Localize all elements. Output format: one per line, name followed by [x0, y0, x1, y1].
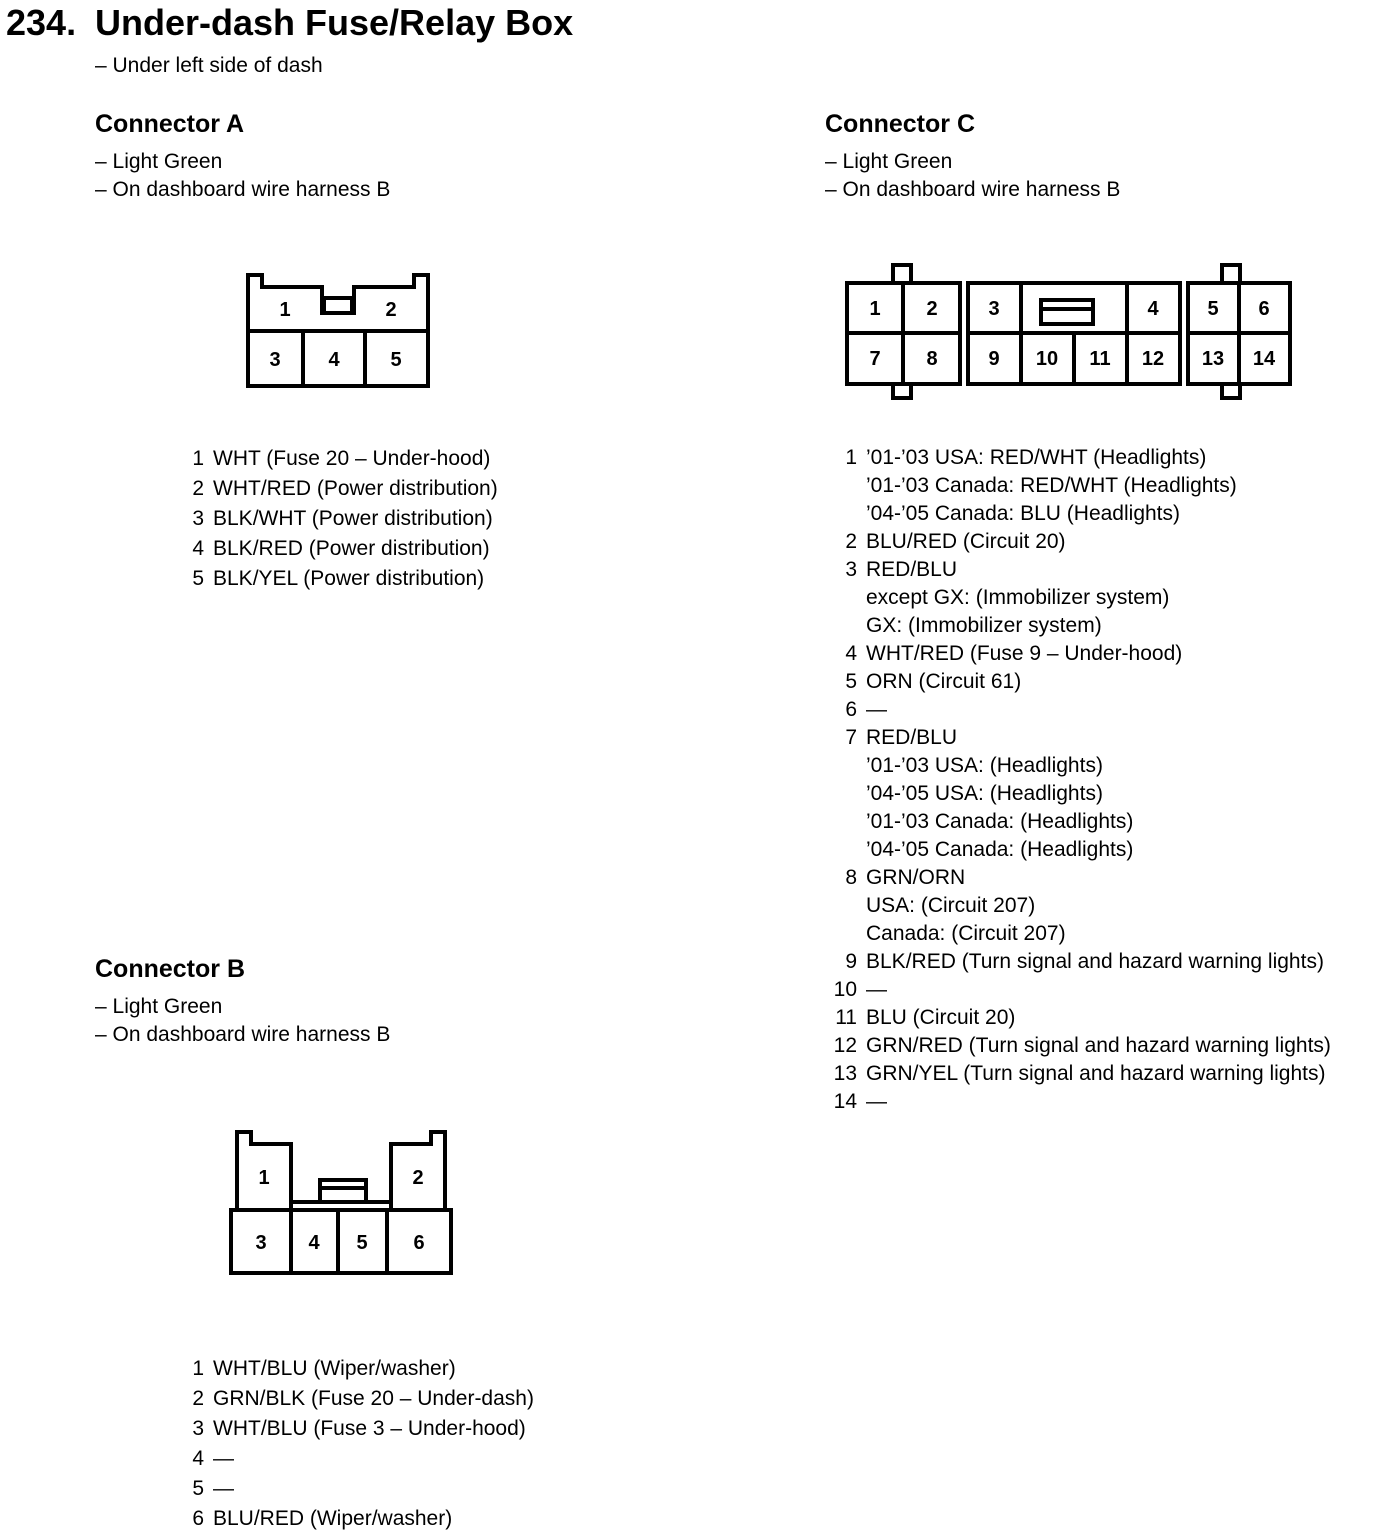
pin-description: GRN/YEL (Turn signal and hazard warning lights)	[866, 1062, 1326, 1085]
pin-cell-number: 2	[412, 1167, 424, 1189]
pin-row	[826, 1032, 1331, 1060]
connector-c-note-harness: – On dashboard wire harness B	[825, 178, 1121, 201]
pin-row	[190, 564, 498, 594]
pin-cell-number: 9	[988, 348, 1000, 370]
section-number: 234.	[6, 2, 77, 43]
pin-cell-number: 6	[413, 1232, 425, 1254]
pin-cell-number: 12	[1141, 348, 1165, 370]
pin-description: BLK/WHT (Power distribution)	[213, 507, 493, 530]
pin-description: WHT/BLU (Wiper/washer)	[213, 1357, 456, 1380]
connector-b-diagram	[228, 1128, 454, 1276]
page-header	[6, 2, 573, 44]
pin-description: WHT/BLU (Fuse 3 – Under-hood)	[213, 1417, 526, 1440]
connector-c-note-color: – Light Green	[825, 150, 953, 173]
pin-cell-number: 5	[1207, 298, 1219, 320]
pin-description: BLK/YEL (Power distribution)	[213, 567, 485, 590]
pin-number: 4	[192, 1447, 204, 1470]
pin-cell-number: 2	[926, 298, 938, 320]
pin-description: ORN (Circuit 61)	[866, 670, 1022, 693]
connector-b-info	[95, 955, 390, 1049]
pin-row	[826, 668, 1331, 696]
pin-description-continued: ’01-’03 USA: (Headlights)	[866, 754, 1103, 777]
pin-cell-number: 6	[1258, 298, 1270, 320]
pin-number: 6	[845, 698, 857, 721]
pin-cell-number: 11	[1089, 348, 1111, 370]
pin-description: —	[866, 1090, 887, 1113]
pin-number: 1	[192, 1357, 204, 1380]
pin-number: 5	[192, 567, 204, 590]
connector-c-heading: Connector C	[825, 110, 975, 138]
pin-number: 7	[845, 726, 857, 749]
pin-description: GRN/ORN	[866, 866, 966, 889]
pin-row	[190, 504, 498, 534]
pin-row	[190, 1384, 534, 1414]
connector-c-diagram	[845, 262, 1292, 400]
pin-number: 2	[192, 477, 204, 500]
pin-row	[190, 1444, 534, 1474]
pin-description: BLU (Circuit 20)	[866, 1006, 1016, 1029]
pin-row	[190, 1474, 534, 1504]
pin-number: 2	[192, 1387, 204, 1410]
pin-row	[190, 444, 498, 474]
pin-description: BLK/RED (Turn signal and hazard warning lights)	[866, 950, 1324, 973]
pin-description-continued: GX: (Immobilizer system)	[866, 614, 1102, 637]
pin-cell-number: 8	[926, 348, 938, 370]
pin-description: —	[213, 1477, 234, 1500]
mount-tab	[893, 265, 911, 283]
pin-number: 3	[192, 1417, 204, 1440]
pin-row	[190, 1354, 534, 1384]
pin-row	[826, 1088, 1331, 1116]
page-title: Under-dash Fuse/Relay Box	[95, 2, 574, 43]
pin-cell-number: 2	[385, 299, 397, 321]
pin-cell-number: 13	[1201, 348, 1225, 370]
pin-number: 13	[833, 1062, 857, 1085]
pin-number: 3	[192, 507, 204, 530]
connector-b-pin-list	[190, 1354, 534, 1534]
pin-cell-number: 1	[258, 1167, 270, 1189]
pin-description-continued: except GX: (Immobilizer system)	[866, 586, 1170, 609]
pin-cell-number: 4	[328, 349, 340, 371]
pin-description: GRN/RED (Turn signal and hazard warning lights)	[866, 1034, 1331, 1057]
pin-number: 9	[845, 950, 857, 973]
latch-tab	[324, 298, 352, 313]
pin-cell-number: 10	[1035, 348, 1059, 370]
pin-cell-number: 4	[308, 1232, 320, 1254]
pin-cell-number: 14	[1252, 348, 1276, 370]
pin-description-continued: ’04-’05 Canada: BLU (Headlights)	[866, 502, 1181, 525]
pin-description: WHT/RED (Power distribution)	[213, 477, 498, 500]
pin-cell-number: 3	[988, 298, 1000, 320]
connector-c-pin-list	[826, 444, 1331, 1116]
pin-description: —	[866, 978, 887, 1001]
pin-number: 6	[192, 1507, 204, 1530]
pin-description: ’01-’03 USA: RED/WHT (Headlights)	[866, 446, 1207, 469]
pin-number: 4	[845, 642, 857, 665]
connector-b-note-color: – Light Green	[95, 995, 223, 1018]
pin-description: BLK/RED (Power distribution)	[213, 537, 490, 560]
pin-row	[190, 474, 498, 504]
connector-a-pin-list	[190, 444, 498, 594]
pin-row	[826, 556, 1331, 584]
pin-row	[826, 864, 1331, 892]
pin-row	[190, 534, 498, 564]
pin-cell-number: 4	[1147, 298, 1159, 320]
pin-row	[826, 976, 1331, 1004]
pin-number: 4	[192, 537, 204, 560]
connector-a-heading: Connector A	[95, 110, 245, 138]
pin-number: 10	[833, 978, 857, 1001]
pin-cell-number: 3	[255, 1232, 267, 1254]
pin-cell-number: 1	[279, 299, 291, 321]
connector-a-info	[95, 110, 390, 204]
pin-description: —	[213, 1447, 234, 1470]
pin-cell-number: 3	[269, 349, 281, 371]
pin-number: 1	[845, 446, 857, 469]
connector-a-diagram	[245, 271, 431, 389]
pin-description: —	[866, 698, 887, 721]
connector-b-heading: Connector B	[95, 955, 245, 983]
connector-b-note-harness: – On dashboard wire harness B	[95, 1023, 391, 1046]
pin-cell-number: 5	[356, 1232, 368, 1254]
connector-c-info	[825, 110, 1120, 204]
pin-cell-number: 5	[390, 349, 402, 371]
pin-row	[190, 1504, 534, 1534]
pin-description: BLU/RED (Wiper/washer)	[213, 1507, 453, 1530]
mount-tab	[1222, 265, 1240, 283]
pin-description-continued: ’01-’03 Canada: (Headlights)	[866, 810, 1134, 833]
pin-number: 14	[833, 1090, 857, 1113]
pin-row	[826, 640, 1331, 668]
connector-a-note-color: – Light Green	[95, 150, 223, 173]
pin-row	[826, 948, 1331, 976]
pin-cell-number: 1	[869, 298, 881, 320]
pin-description-continued: Canada: (Circuit 207)	[866, 922, 1066, 945]
pin-description: RED/BLU	[866, 726, 958, 749]
pin-row	[826, 724, 1331, 752]
pin-description: BLU/RED (Circuit 20)	[866, 530, 1066, 553]
pin-row	[826, 1004, 1331, 1032]
pin-row	[826, 528, 1331, 556]
pin-description-continued: USA: (Circuit 207)	[866, 894, 1036, 917]
pin-row	[190, 1414, 534, 1444]
page-subtitle: – Under left side of dash	[95, 54, 323, 77]
pin-description-continued: ’04-’05 Canada: (Headlights)	[866, 838, 1134, 861]
pin-number: 11	[835, 1006, 857, 1029]
latch-tab	[1041, 300, 1093, 324]
latch-tab	[320, 1180, 366, 1202]
pin-description-continued: ’01-’03 Canada: RED/WHT (Headlights)	[866, 474, 1237, 497]
pin-row	[826, 696, 1331, 724]
pin-number: 1	[192, 447, 204, 470]
pin-number: 2	[845, 530, 857, 553]
pin-description: WHT/RED (Fuse 9 – Under-hood)	[866, 642, 1183, 665]
pin-row	[826, 444, 1331, 472]
pin-number: 5	[192, 1477, 204, 1500]
connector-a-note-harness: – On dashboard wire harness B	[95, 178, 391, 201]
pin-row	[826, 1060, 1331, 1088]
pin-description-continued: ’04-’05 USA: (Headlights)	[866, 782, 1103, 805]
pin-description: RED/BLU	[866, 558, 958, 581]
pin-description: GRN/BLK (Fuse 20 – Under-dash)	[213, 1387, 534, 1410]
pin-description: WHT (Fuse 20 – Under-hood)	[213, 447, 491, 470]
pin-number: 12	[833, 1034, 857, 1057]
pin-number: 5	[845, 670, 857, 693]
pin-number: 8	[845, 866, 857, 889]
pin-cell-number: 7	[869, 348, 881, 370]
pin-number: 3	[845, 558, 857, 581]
